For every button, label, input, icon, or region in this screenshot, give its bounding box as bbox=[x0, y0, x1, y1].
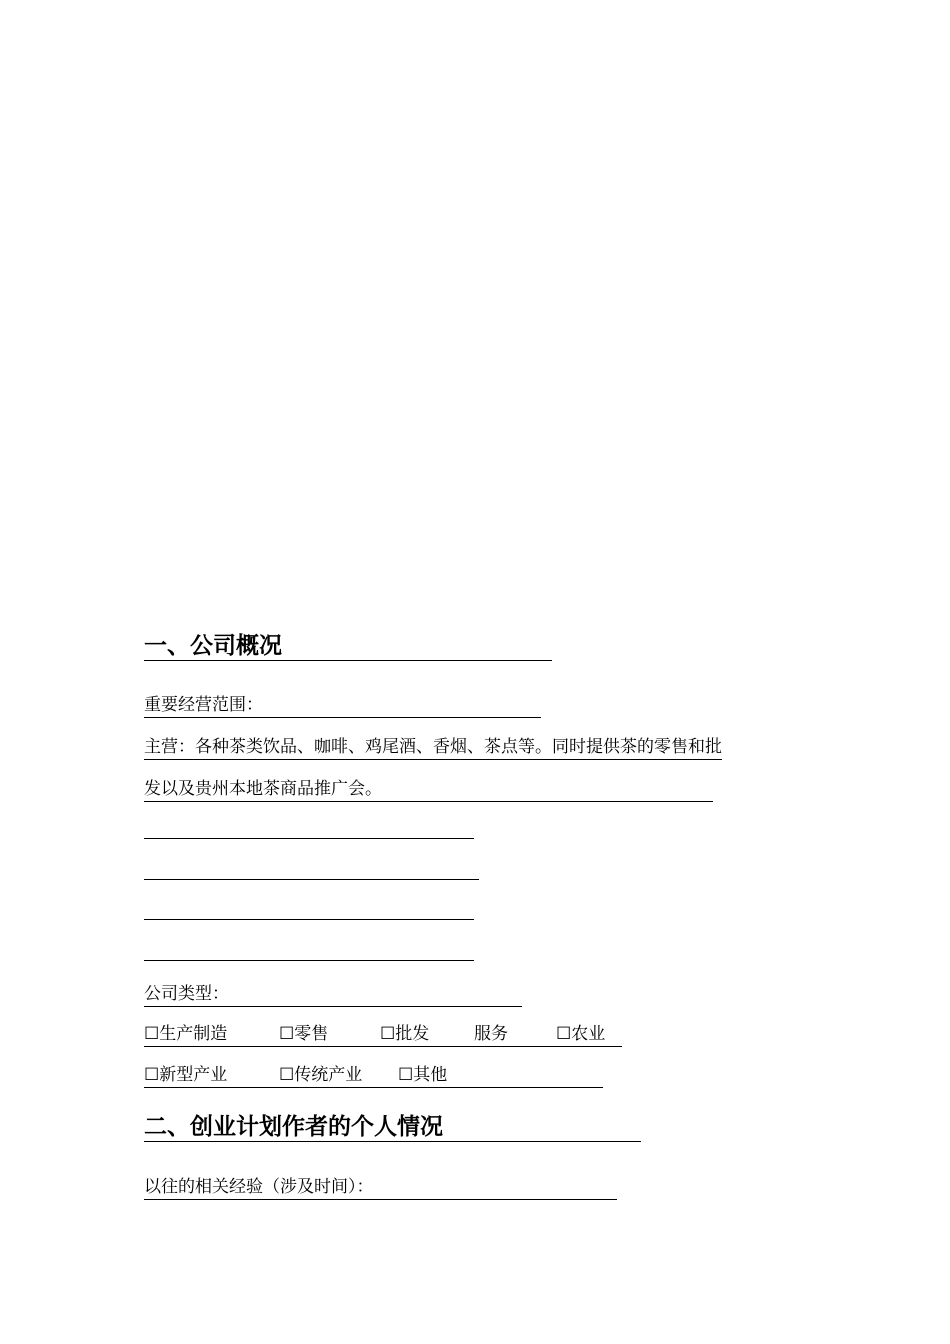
section-heading-author-info bbox=[144, 1113, 641, 1142]
option-service[interactable]: 服务 bbox=[474, 1024, 508, 1044]
blank-line-3[interactable] bbox=[144, 919, 474, 920]
main-business-line-2 bbox=[144, 777, 713, 802]
option-traditional-industry[interactable]: ☐传统产业 bbox=[279, 1065, 363, 1085]
main-business-line-1 bbox=[144, 735, 722, 760]
section1-heading-text: 一、公司概况 bbox=[144, 632, 552, 661]
option-agriculture[interactable]: ☐农业 bbox=[556, 1024, 606, 1044]
experience-label: 以往的相关经验（涉及时间）： bbox=[144, 1175, 617, 1200]
experience-row bbox=[144, 1175, 617, 1200]
option-manufacturing[interactable]: ☐生产制造 bbox=[144, 1024, 228, 1044]
section2-heading-text: 二、创业计划作者的个人情况 bbox=[144, 1113, 641, 1142]
option-emerging-industry[interactable]: ☐新型产业 bbox=[144, 1065, 228, 1085]
business-scope-label: 重要经营范围： bbox=[144, 693, 541, 718]
option-wholesale[interactable]: ☐批发 bbox=[380, 1024, 430, 1044]
business-scope-row bbox=[144, 693, 541, 718]
blank-line-1[interactable] bbox=[144, 838, 474, 839]
company-type-options-row-2 bbox=[144, 1063, 603, 1095]
company-type-row bbox=[144, 982, 522, 1007]
main-business-text-2: 发以及贵州本地茶商品推广会。 bbox=[144, 777, 713, 802]
company-type-label: 公司类型： bbox=[144, 982, 522, 1007]
main-business-text-1: 主营：各种茶类饮品、咖啡、鸡尾酒、香烟、茶点等。同时提供茶的零售和批 bbox=[144, 735, 722, 760]
option-retail[interactable]: ☐零售 bbox=[279, 1024, 329, 1044]
options-row-1-underline bbox=[144, 1022, 622, 1047]
section-heading-company-overview bbox=[144, 632, 552, 661]
company-type-options-row-1 bbox=[144, 1022, 622, 1054]
option-other[interactable]: ☐其他 bbox=[398, 1065, 448, 1085]
blank-line-2[interactable] bbox=[144, 879, 479, 880]
options-row-2-underline bbox=[144, 1063, 603, 1088]
blank-line-4[interactable] bbox=[144, 960, 474, 961]
